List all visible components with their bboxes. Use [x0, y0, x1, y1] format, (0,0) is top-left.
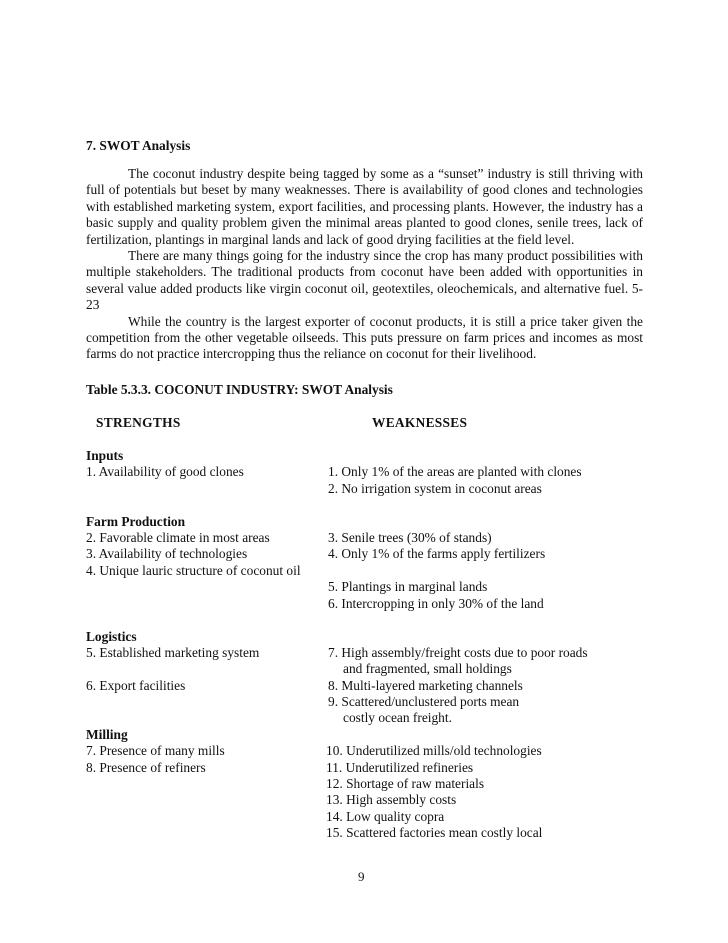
weaknesses-header: WEAKNESSES: [372, 415, 468, 430]
weakness-4: 4. Only 1% of the farms apply fertilizers: [328, 546, 546, 561]
strength-7: 7. Presence of many mills: [86, 743, 225, 758]
paragraph-3: While the country is the largest exporter of coconut products, it is still a price taker given the competition from the other vegetable oilseeds. This puts pressure on farm prices and incomes as most farms do not practice intercropping thus the reliance on coconut for their livelihood.: [86, 313, 643, 362]
weakness-3: 3. Senile trees (30% of stands): [328, 530, 492, 545]
strength-5: 5. Established marketing system: [86, 645, 260, 660]
weakness-5: 5. Plantings in marginal lands: [328, 579, 488, 594]
paragraph-1: The coconut industry despite being tagged by some as a “sunset” industry is still thriving with full of potentials but beset by many weaknesses. There is availability of good clones and technologies with established marketing system, export facilities, and processing plants. However, the industry has a basic supply and quality problem given the minimal areas planted to good clones, senile trees, lack of fertilization, plantings in marginal lands and lack of good drying facilities at the field level.: [86, 166, 643, 247]
weakness-11: 11. Underutilized refineries: [326, 760, 474, 775]
weakness-9: 9. Scattered/unclustered ports mean: [328, 694, 520, 709]
strengths-header: STRENGTHS: [96, 415, 181, 430]
weakness-7: 7. High assembly/freight costs due to poor roads: [328, 645, 588, 660]
strength-2: 2. Favorable climate in most areas: [86, 530, 270, 545]
weakness-15: 15. Scattered factories mean costly local: [326, 825, 543, 840]
weakness-1: 1. Only 1% of the areas are planted with clones: [328, 464, 582, 479]
inputs-label: Inputs: [86, 448, 124, 463]
weakness-2: 2. No irrigation system in coconut areas: [328, 481, 542, 496]
strength-4: 4. Unique lauric structure of coconut oil: [86, 563, 301, 578]
strength-6: 6. Export facilities: [86, 678, 186, 693]
paragraph-2: There are many things going for the industry since the crop has many product possibilities with multiple stakeholders. The traditional products from coconut have been added with opportunities in several value added products like virgin coconut oil, geotextiles, oleochemicals, and alternative fuel. 5- 23: [86, 248, 643, 313]
farm-production-label: Farm Production: [86, 514, 186, 529]
weakness-7-cont: and fragmented, small holdings: [343, 661, 512, 676]
strength-3: 3. Availability of technologies: [86, 546, 248, 561]
strength-1: 1. Availability of good clones: [86, 464, 244, 479]
table-title: Table 5.3.3. COCONUT INDUSTRY: SWOT Analysis: [86, 382, 393, 397]
weakness-13: 13. High assembly costs: [326, 792, 457, 807]
strength-8: 8. Presence of refiners: [86, 760, 206, 775]
weakness-14: 14. Low quality copra: [326, 809, 445, 824]
weakness-8: 8. Multi-layered marketing channels: [328, 678, 523, 693]
weakness-10: 10. Underutilized mills/old technologies: [326, 743, 542, 758]
body-text: [86, 166, 643, 363]
logistics-label: Logistics: [86, 629, 137, 644]
section-heading: 7. SWOT Analysis: [86, 138, 191, 153]
page-number: 9: [358, 869, 365, 884]
weakness-6: 6. Intercropping in only 30% of the land: [328, 596, 544, 611]
weakness-12: 12. Shortage of raw materials: [326, 776, 485, 791]
milling-label: Milling: [86, 727, 128, 742]
weakness-9-cont: costly ocean freight.: [343, 710, 452, 725]
